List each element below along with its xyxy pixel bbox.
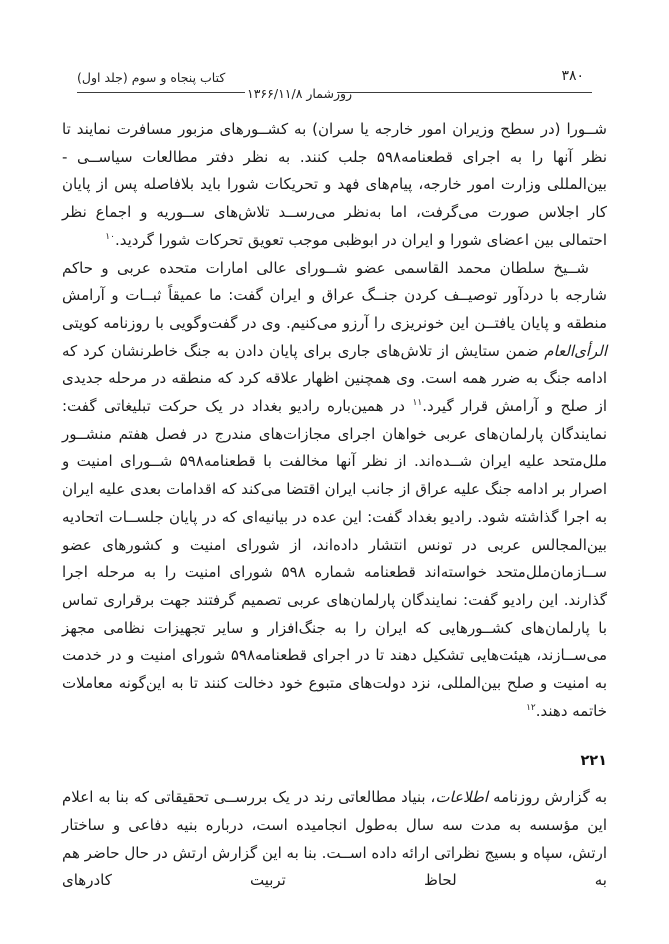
book-title: کتاب پنجاه و سوم (جلد اول) xyxy=(77,70,226,85)
section-number: ۲۲۱ xyxy=(580,753,607,770)
footnote-marker: ۱۰ xyxy=(105,231,115,242)
emphasized-text: الرأی‌العام xyxy=(544,341,607,360)
page-body xyxy=(62,116,607,895)
page-number: ۳۸۰ xyxy=(561,68,584,84)
text-run: ضمن ستایش از تلاش‌های جاری برای پایان دادن به جنگ خاطرنشان کرد که ادامه جنگ به ضرر همه است. وی همچنین اظهار علاقه کرد که منطقه در مرحله جدیدی از صلح و آرامش قرار گیرد. xyxy=(62,341,607,416)
header-rule-right xyxy=(337,92,592,93)
text-run: شــورا (در سطح وزیران امور خارجه یا سران) به کشــورهای مزبور مسافرت نمایند تا نظر آنها را به اجرای قطعنامه۵۹۸ جلب کنند. به نظر دفتر مطالعات سیاســی - بین‌المللی وزارت امور خارجه، پیام‌های فهد و تحریکات شورا باید بلافاصله پس از پایان کار اجلاس صورت می‌گرفت، اما به‌نظر می‌رســد تلاش‌های ســوریه و اجماع نظر احتمالی بین اعضای شورا و ایران در ابوظبی موجب تعویق تحرکات شورا گردید. xyxy=(62,120,608,249)
emphasized-text: اطلاعات xyxy=(435,788,489,807)
text-run: ، بنیاد مطالعاتی رند در یک بررســی تحقیقاتی که بنا به اعلام این مؤسسه به مدت سه سال به‌طول انجامیده است، درباره بنیه دفاعی و ساختار ارتش، سپاه و بسیج نظراتی ارائه داده اســت. بنا به این گزارش ارتش در حال حاضر هم به لحاظ تربیت کادرهای xyxy=(62,788,607,890)
page-header xyxy=(0,0,669,112)
text-run: شــیخ سلطان محمد القاسمی عضو شــورای عالی امارات متحده عربی و حاکم شارجه با دردآور توصیــف کردن جنــگ عراق و ایران گفت: ما عمیقاً ثبــات و آرامش منطقه و پایان یافتــن این خونریزی را آرزو می‌کنیم. وی در گفت‌وگویی با روزنامه کویتی xyxy=(62,258,607,332)
footnote-marker: ۱۲ xyxy=(526,702,536,713)
footnote-marker: ۱۱ xyxy=(412,398,423,409)
paragraph xyxy=(62,116,607,255)
paragraph xyxy=(62,784,607,895)
running-head-date: روزشمار ۱۳۶۶/۱۱/۸ xyxy=(247,86,353,101)
header-rule-left xyxy=(77,92,245,93)
text-run: در همین‌باره رادیو بغداد در یک حرکت تبلیغاتی گفت: نمایندگان پارلمان‌های عربی خواهان اجرای مجازات‌های مندرج در فصل هفتم منشــور ملل‌متحد علیه ایران شــده‌اند. از نظر آنها مخالفت با قطعنامه۵۹۸ شــورای امنیت و اصرار بر ادامه جنگ علیه عراق از جانب ایران اقتضا می‌کند که اقدامات بعدی علیه ایران به اجرا گذاشته شود. رادیو بغداد گفت: این عده در بیانیه‌ای که در پایان جلســات اتحادیه بین‌المجالس عربی در تونس انتشار داده‌اند، از شورای امنیت و کشورهای عضو ســازمان‌ملل‌متحد خواسته‌اند قطعنامه شماره ۵۹۸ شورای امنیت را به مرحله اجرا گذارند. این رادیو گفت: نمایندگان پارلمان‌های عربی تصمیم گرفتند جهت برقراری تماس با پارلمان‌های کشــورهایی که ایران را به جنگ‌افزار و سایر تجهیزات نظامی مجهز می‌ســازند، هیئت‌هایی تشکیل دهند تا در اجرای قطعنامه۵۹۸ شورای امنیت و در خدمت به امنیت و صلح بین‌المللی، نزد دولت‌های متبوع خود دخالت کنند تا به این‌گونه معاملات خاتمه دهند. xyxy=(62,397,607,720)
paragraph xyxy=(62,255,607,726)
text-run: به گزارش روزنامه xyxy=(488,788,607,807)
